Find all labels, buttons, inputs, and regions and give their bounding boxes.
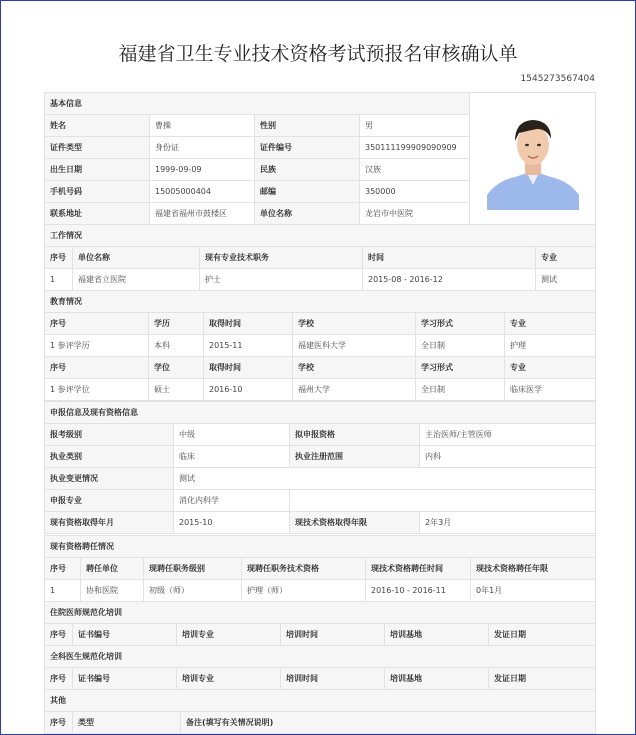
- birth-date-value: 1999-09-09: [150, 159, 255, 181]
- cell: 协和医院: [81, 580, 144, 602]
- name-label: 姓名: [45, 115, 150, 137]
- column-header: 时间: [363, 247, 536, 269]
- cell: 福建省立医院: [73, 269, 200, 291]
- work-table: [44, 224, 596, 291]
- cell: 护理（师）: [242, 580, 366, 602]
- cell: 全日制: [416, 335, 505, 357]
- table-row: [45, 512, 596, 534]
- ethnicity-label: 民族: [255, 159, 360, 181]
- column-header: 聘任单位: [81, 558, 144, 580]
- column-header: 学校: [293, 313, 416, 335]
- cell: 本科: [149, 335, 204, 357]
- gp-training-table: [44, 645, 596, 690]
- column-header: 序号: [45, 668, 73, 690]
- cell: 0年1月: [471, 580, 596, 602]
- column-header: 序号: [45, 558, 81, 580]
- document-number: 1545273567404: [520, 74, 595, 84]
- column-header: 培训专业: [177, 624, 281, 646]
- practice-type-value: 临床: [174, 446, 290, 468]
- table-row: [45, 490, 596, 512]
- column-header: 单位名称: [73, 247, 200, 269]
- column-header: 发证日期: [489, 668, 596, 690]
- cell: 1: [45, 269, 73, 291]
- application-table: [44, 401, 596, 534]
- cell: 福建医科大学: [293, 335, 416, 357]
- cell: 2015-11: [204, 335, 293, 357]
- exam-level-value: 中级: [174, 424, 290, 446]
- cell: 护理: [505, 335, 596, 357]
- column-header: 类型: [73, 712, 181, 734]
- column-header: 证书编号: [73, 624, 177, 646]
- address-value: 福建省福州市鼓楼区: [150, 203, 255, 225]
- employer-value: 龙岩市中医院: [360, 203, 470, 225]
- cell: 1 参评学位: [45, 379, 149, 401]
- column-header: 学历: [149, 313, 204, 335]
- address-label: 联系地址: [45, 203, 150, 225]
- table-row: [45, 335, 596, 357]
- column-header: 学习形式: [416, 357, 505, 379]
- column-header: 培训时间: [281, 624, 385, 646]
- practice-type-label: 执业类别: [45, 446, 174, 468]
- cell: 硕士: [149, 379, 204, 401]
- section-employment: 现有资格聘任情况: [45, 536, 596, 558]
- column-header: 现技术资格聘任年限: [471, 558, 596, 580]
- qualification-date-value: 2015-10: [174, 512, 290, 534]
- cell: 福州大学: [293, 379, 416, 401]
- table-row: [45, 379, 596, 401]
- education-table: [44, 290, 596, 401]
- exam-level-label: 报考级别: [45, 424, 174, 446]
- id-number-label: 证件编号: [255, 137, 360, 159]
- name-value: 曹操: [150, 115, 255, 137]
- proposed-qualification-label: 拟申报资格: [290, 424, 420, 446]
- birth-date-label: 出生日期: [45, 159, 150, 181]
- phone-label: 手机号码: [45, 181, 150, 203]
- column-header: 培训基地: [385, 624, 489, 646]
- tech-years-value: 2年3月: [420, 512, 596, 534]
- column-header: 培训时间: [281, 668, 385, 690]
- cell: 2016-10: [204, 379, 293, 401]
- postcode-value: 350000: [360, 181, 470, 203]
- id-number-value: 350111199909090909: [360, 137, 470, 159]
- practice-scope-label: 执业注册范围: [290, 446, 420, 468]
- phone-value: 15005000404: [150, 181, 255, 203]
- column-header: 发证日期: [489, 624, 596, 646]
- table-row: [45, 424, 596, 446]
- cell: 测试: [536, 269, 596, 291]
- table-row: [45, 468, 596, 490]
- id-type-label: 证件类型: [45, 137, 150, 159]
- photo-cell: [470, 93, 596, 225]
- practice-change-value: 测试: [174, 468, 596, 490]
- column-header: 培训基地: [385, 668, 489, 690]
- column-header: 培训专业: [177, 668, 281, 690]
- column-header: 现聘任职务级别: [144, 558, 242, 580]
- table-row: [45, 269, 596, 291]
- practice-change-label: 执业变更情况: [45, 468, 174, 490]
- column-header: 现技术资格聘任时间: [366, 558, 471, 580]
- applied-major-value: 消化内科学: [174, 490, 290, 512]
- qualification-date-label: 现有资格取得年月: [45, 512, 174, 534]
- column-header: 序号: [45, 624, 73, 646]
- section-other: 其他: [45, 690, 596, 712]
- cell: 全日制: [416, 379, 505, 401]
- postcode-label: 邮编: [255, 181, 360, 203]
- column-header: 学位: [149, 357, 204, 379]
- gender-label: 性别: [255, 115, 360, 137]
- blank-cell: [290, 490, 596, 512]
- column-header: 序号: [45, 712, 73, 734]
- employer-label: 单位名称: [255, 203, 360, 225]
- column-header: 序号: [45, 247, 73, 269]
- ethnicity-value: 汉族: [360, 159, 470, 181]
- column-header: 取得时间: [204, 313, 293, 335]
- gender-value: 男: [360, 115, 470, 137]
- applicant-photo: [487, 107, 579, 210]
- practice-scope-value: 内科: [420, 446, 596, 468]
- page-title: 福建省卫生专业技术资格考试预报名审核确认单: [118, 43, 518, 65]
- column-header: 学校: [293, 357, 416, 379]
- resident-training-table: [44, 601, 596, 646]
- column-header: 专业: [505, 313, 596, 335]
- cell: 护士: [200, 269, 363, 291]
- cell: 1 参评学历: [45, 335, 149, 357]
- cell: 初级（师）: [144, 580, 242, 602]
- column-header: 证书编号: [73, 668, 177, 690]
- employment-table: [44, 535, 596, 602]
- cell: 临床医学: [505, 379, 596, 401]
- column-header: 专业: [505, 357, 596, 379]
- other-table: [44, 689, 596, 734]
- section-work: 工作情况: [45, 225, 596, 247]
- column-header: 序号: [45, 313, 149, 335]
- proposed-qualification-value: 主治医师/主管医师: [420, 424, 596, 446]
- section-gp-training: 全科医生规范化培训: [45, 646, 596, 668]
- cell: 2016-10 - 2016-11: [366, 580, 471, 602]
- section-basic-info: 基本信息: [45, 93, 470, 115]
- column-header: 取得时间: [204, 357, 293, 379]
- section-education: 教育情况: [45, 291, 596, 313]
- basic-info-table: [44, 92, 596, 225]
- column-header: 现聘任职务技术资格: [242, 558, 366, 580]
- column-header: 备注(填写有关情况说明): [181, 712, 596, 734]
- cell: 2015-08 - 2016-12: [363, 269, 536, 291]
- id-type-value: 身份证: [150, 137, 255, 159]
- column-header: 专业: [536, 247, 596, 269]
- column-header: 学习形式: [416, 313, 505, 335]
- section-resident-training: 住院医师规范化培训: [45, 602, 596, 624]
- table-row: [45, 446, 596, 468]
- cell: 1: [45, 580, 81, 602]
- table-row: [45, 580, 596, 602]
- tech-years-label: 现技术资格取得年限: [290, 512, 420, 534]
- section-application: 申报信息及现有资格信息: [45, 402, 596, 424]
- applied-major-label: 申报专业: [45, 490, 174, 512]
- column-header: 现有专业技术职务: [200, 247, 363, 269]
- column-header: 序号: [45, 357, 149, 379]
